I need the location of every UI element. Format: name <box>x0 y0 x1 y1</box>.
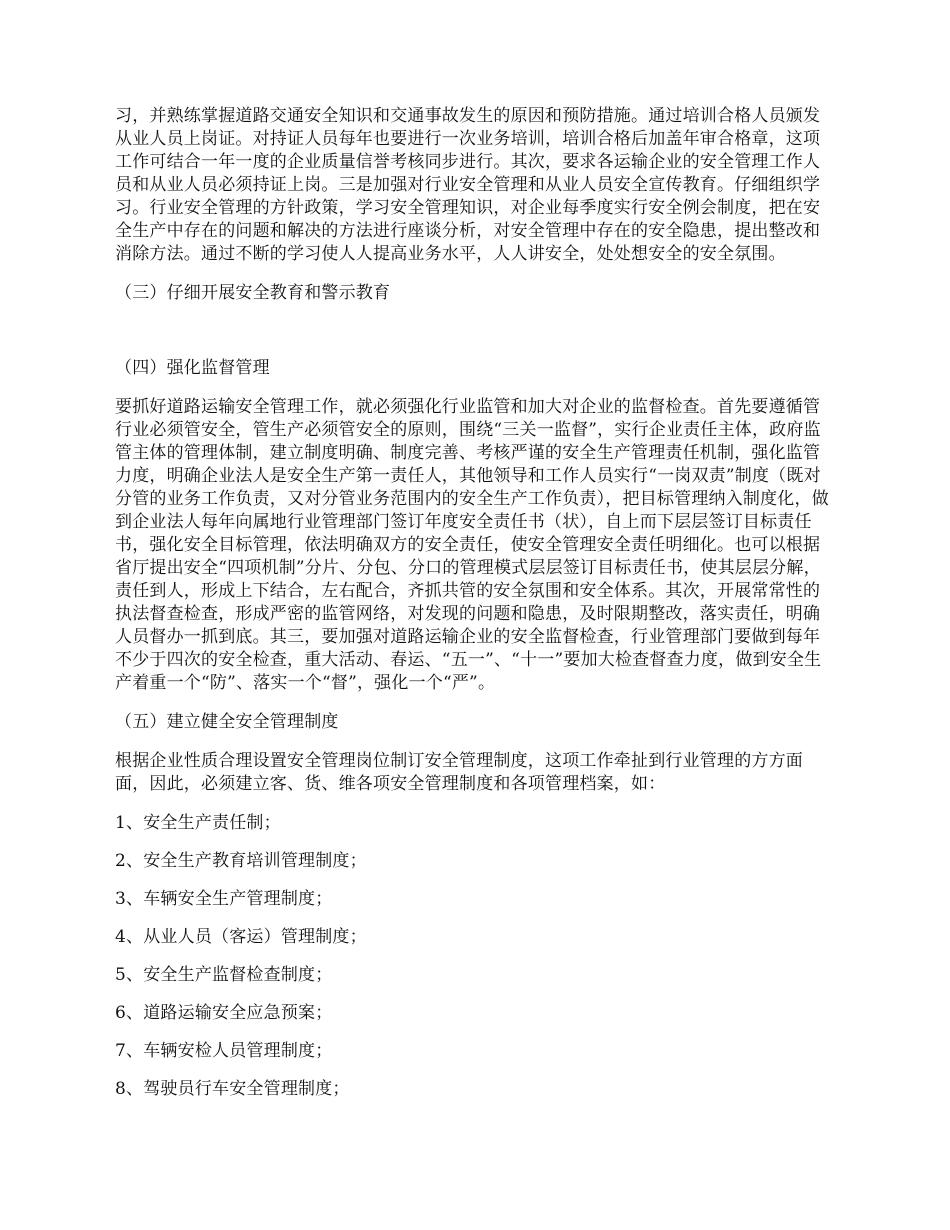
paragraph-supervision: 要抓好道路运输安全管理工作，就必须强化行业监管和加大对企业的监督检查。首先要遵循管行业必须管安全，管生产必须管安全的原则，围绕“三关一监督”，实行企业责任主体，政府监管主体的管理体制，建立制度明确、制度完善、考核严谨的安全生产管理责任机制，强化监管力度，明确企业法人是安全生产第一责任人，其他领导和工作人员实行“一岗双责”制度（既对分管的业务工作负责，又对分管业务范围内的安全生产工作负责），把目标管理纳入制度化，做到企业法人每年向属地行业管理部门签订年度安全责任书（状），自上而下层层签订目标责任书，强化安全目标管理，依法明确双方的安全责任，使安全管理安全责任明细化。也可以根据省厅提出安全“四项机制”分片、分包、分口的管理模式层层签订目标责任书，使其层层分解，责任到人，形成上下结合，左右配合，齐抓共管的安全氛围和安全体系。其次，开展常常性的执法督查检查，形成严密的监管网络，对发现的问题和隐患，及时限期整改，落实责任，明确人员督办一抓到底。其三，要加强对道路运输企业的安全监督检查，行业管理部门要做到每年不少于四次的安全检查，重大活动、春运、“五一”、“十一”要加大检查督查力度，做到安全生产着重一个“防”、落实一个“督”，强化一个“严”。 <box>115 397 829 693</box>
list-item: 6、道路运输安全应急预案； <box>115 1003 333 1023</box>
regulation-list <box>115 812 835 1101</box>
list-item: 3、车辆安全生产管理制度； <box>115 889 333 909</box>
section-heading-5: （五）建立健全安全管理制度 <box>115 712 339 732</box>
list-item: 8、驾驶员行车安全管理制度； <box>115 1079 350 1099</box>
list-item: 4、从业人员（客运）管理制度； <box>115 927 367 947</box>
blank-gap <box>115 321 835 357</box>
list-item: 1、安全生产责任制； <box>115 813 281 833</box>
paragraph-systems: 根据企业性质合理设置安全管理岗位制订安全管理制度，这项工作牵扯到行业管理的方方面面，因此，必须建立客、货、维各项安全管理制度和各项管理档案，如： <box>115 751 803 794</box>
list-item: 5、安全生产监督检查制度； <box>115 965 333 985</box>
section-heading-4: （四）强化监督管理 <box>115 358 270 378</box>
list-item: 2、安全生产教育培训管理制度； <box>115 851 367 871</box>
list-item: 7、车辆安检人员管理制度； <box>115 1041 333 1061</box>
section-heading-3: （三）仔细开展安全教育和警示教育 <box>115 283 391 303</box>
paragraph-intro: 习，并熟练掌握道路交通安全知识和交通事故发生的原因和预防措施。通过培训合格人员颁发从业人员上岗证。对持证人员每年也要进行一次业务培训，培训合格后加盖年审合格章，这项工作可结合一年一度的企业质量信誉考核同步进行。其次，要求各运输企业的安全管理工作人员和从业人员必须持证上岗。三是加强对行业安全管理和从业人员安全宣传教育。仔细组织学习。行业安全管理的方针政策，学习安全管理知识，对企业每季度实行安全例会制度，把在安全生产中存在的问题和解决的方法进行座谈分析，对安全管理中存在的安全隐患，提出整改和消除方法。通过不断的学习使人人提高业务水平，人人讲安全，处处想安全的安全氛围。 <box>115 106 821 264</box>
